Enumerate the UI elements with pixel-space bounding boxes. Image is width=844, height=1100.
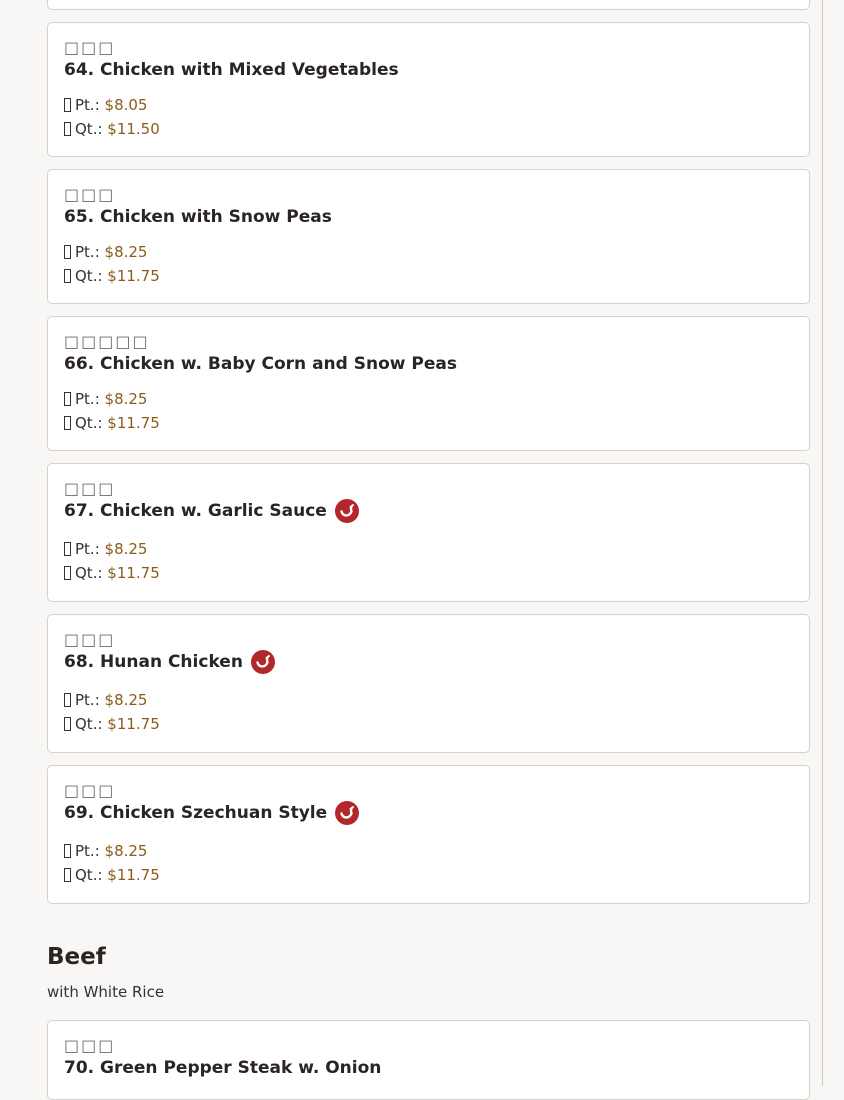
missing-glyph-icon — [64, 416, 71, 430]
pint-price-row — [64, 93, 793, 117]
dish-title — [64, 58, 793, 82]
dish-title — [64, 650, 793, 674]
quart-label: Qt.: — [75, 267, 108, 285]
quart-label: Qt.: — [75, 120, 108, 138]
chili-pepper-icon — [335, 801, 359, 825]
missing-glyph-icon — [64, 844, 71, 858]
pint-price: $8.25 — [104, 243, 148, 261]
menu-item-card[interactable] — [47, 1020, 810, 1100]
quart-price: $11.75 — [107, 414, 160, 432]
menu-item-card[interactable] — [47, 316, 810, 451]
dish-title — [64, 352, 793, 376]
pint-label: Pt.: — [75, 390, 105, 408]
missing-glyph-icon — [64, 868, 71, 882]
quart-label: Qt.: — [75, 564, 108, 582]
dish-title-text: 70. Green Pepper Steak w. Onion — [64, 1058, 382, 1078]
dish-chinese-name: □□□ — [64, 1036, 116, 1055]
chili-pepper-icon — [251, 650, 275, 674]
quart-label: Qt.: — [75, 866, 108, 884]
page-right-border — [822, 0, 823, 1086]
pint-price-row — [64, 537, 793, 561]
quart-price: $11.75 — [107, 267, 160, 285]
quart-price: $11.75 — [107, 564, 160, 582]
dish-title-text: 69. Chicken Szechuan Style — [64, 803, 328, 823]
dish-chinese-name: □□□ — [64, 479, 116, 498]
dish-chinese-name: □□□ — [64, 38, 116, 57]
missing-glyph-icon — [64, 122, 71, 136]
pint-label: Pt.: — [75, 691, 105, 709]
dish-chinese-name: □□□ — [64, 781, 116, 800]
dish-chinese-name: □□□ — [64, 630, 116, 649]
missing-glyph-icon — [64, 693, 71, 707]
dish-title-text: 67. Chicken w. Garlic Sauce — [64, 501, 327, 521]
dish-title — [64, 205, 793, 229]
menu-item-card[interactable] — [47, 765, 810, 904]
menu-item-card[interactable] — [47, 169, 810, 304]
pint-price: $8.25 — [104, 390, 148, 408]
quart-price-row — [64, 561, 793, 585]
pint-label: Pt.: — [75, 842, 105, 860]
quart-price-row — [64, 712, 793, 736]
dish-chinese-name: □□□□□ — [64, 332, 150, 351]
section-subtitle: with White Rice — [47, 983, 165, 1001]
quart-price: $11.75 — [107, 715, 160, 733]
pint-price-row — [64, 688, 793, 712]
missing-glyph-icon — [64, 542, 71, 556]
menu-item-card[interactable] — [47, 22, 810, 157]
quart-price-row — [64, 117, 793, 141]
missing-glyph-icon — [64, 566, 71, 580]
pint-price: $8.25 — [104, 842, 148, 860]
pint-price: $8.25 — [104, 691, 148, 709]
pint-label: Pt.: — [75, 96, 105, 114]
missing-glyph-icon — [64, 392, 71, 406]
missing-glyph-icon — [64, 717, 71, 731]
quart-price: $11.50 — [107, 120, 160, 138]
pint-price-row — [64, 387, 793, 411]
missing-glyph-icon — [64, 269, 71, 283]
dish-title-text: 65. Chicken with Snow Peas — [64, 207, 332, 227]
quart-price-row — [64, 411, 793, 435]
pint-label: Pt.: — [75, 540, 105, 558]
pint-price: $8.05 — [104, 96, 148, 114]
pint-label: Pt.: — [75, 243, 105, 261]
pint-price-row — [64, 839, 793, 863]
dish-title — [64, 1056, 793, 1080]
quart-price-row — [64, 863, 793, 887]
quart-price-row — [64, 264, 793, 288]
dish-title — [64, 801, 793, 825]
dish-title-text: 68. Hunan Chicken — [64, 652, 243, 672]
quart-label: Qt.: — [75, 414, 108, 432]
menu-item-card-previous — [47, 0, 810, 10]
quart-label: Qt.: — [75, 715, 108, 733]
section-title: Beef — [47, 944, 106, 970]
menu-item-card[interactable] — [47, 614, 810, 753]
menu-item-card[interactable] — [47, 463, 810, 602]
dish-title-text: 64. Chicken with Mixed Vegetables — [64, 60, 399, 80]
pint-price: $8.25 — [104, 540, 148, 558]
quart-price: $11.75 — [107, 866, 160, 884]
missing-glyph-icon — [64, 98, 71, 112]
dish-title — [64, 499, 793, 523]
dish-title-text: 66. Chicken w. Baby Corn and Snow Peas — [64, 354, 457, 374]
dish-chinese-name: □□□ — [64, 185, 116, 204]
pint-price-row — [64, 240, 793, 264]
chili-pepper-icon — [335, 499, 359, 523]
missing-glyph-icon — [64, 245, 71, 259]
